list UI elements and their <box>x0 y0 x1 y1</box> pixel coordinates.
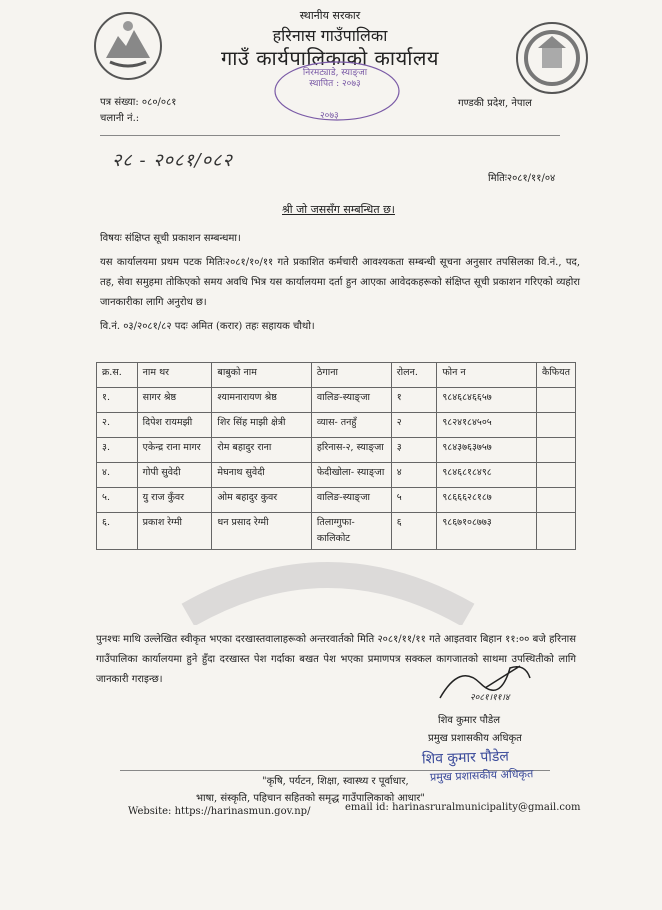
table-row <box>97 413 576 438</box>
cell-name: एकेन्द्र राना मागर <box>137 438 212 463</box>
office-name: गाउँ कार्यपालिकाको कार्यालय <box>220 46 440 70</box>
seal-post: प्रमुख प्रशासकीय अधिकृत <box>429 767 534 784</box>
cell-address: वालिङ-स्याङ्जा <box>311 488 391 513</box>
cell-roll: ४ <box>391 463 437 488</box>
post-line: वि.नं. ०३/२०८१/८२ पदः अमित (करार) तहः सहायक चौथो। <box>100 321 315 332</box>
footer-website: Website: https://harinasmun.gov.np/ <box>128 806 311 817</box>
handwritten-number: २८ - २०८१/०८२ <box>112 150 233 171</box>
col-phone: फोन न <box>437 363 537 388</box>
cell-remarks <box>536 388 575 413</box>
municipality-name: हरिनास गाउँपालिका <box>272 26 388 45</box>
cell-father: रोम बहादुर राना <box>212 438 311 463</box>
province-label: गण्डकी प्रदेश, नेपाल <box>458 98 532 109</box>
cell-father: श्यामनारायण श्रेष्ठ <box>212 388 311 413</box>
cell-phone: ९८४३७६३७५७ <box>437 438 537 463</box>
cell-address: वालिङ-स्याङ्जा <box>311 388 391 413</box>
cell-remarks <box>536 413 575 438</box>
reference-block <box>100 95 177 127</box>
seal-name: शिव कुमार पौडेल <box>421 748 510 768</box>
cell-remarks <box>536 463 575 488</box>
cell-remarks <box>536 488 575 513</box>
cell-phone: ९८४६८४६६५७ <box>437 388 537 413</box>
cell-sn: ६. <box>97 513 138 550</box>
table-row <box>97 388 576 413</box>
cell-sn: २. <box>97 413 138 438</box>
cell-name: गोपी सुवेदी <box>137 463 212 488</box>
cell-phone: ९८६७१०८७७३ <box>437 513 537 550</box>
cell-roll: ५ <box>391 488 437 513</box>
cell-name: सागर श्रेष्ठ <box>137 388 212 413</box>
col-address: ठेगाना <box>311 363 391 388</box>
header-divider <box>100 135 560 136</box>
local-government-line: स्थानीय सरकार <box>299 9 361 22</box>
cell-father: शिर सिंह माझी क्षेत्री <box>212 413 311 438</box>
cell-sn: ५. <box>97 488 138 513</box>
cell-roll: ३ <box>391 438 437 463</box>
cell-remarks <box>536 513 575 550</box>
municipality-logo <box>514 20 590 96</box>
signatory-post: प्रमुख प्रशासकीय अधिकृत <box>428 733 522 744</box>
footer-slogan-line-2: भाषा, संस्कृति, पहिचान सहितको समृद्ध गाउँपालिकाको आधार" <box>196 793 425 804</box>
footer-email: email id: harinasruralmunicipality@gmail.com <box>345 802 581 813</box>
table-row <box>97 463 576 488</box>
cell-name: प्रकाश रेग्मी <box>137 513 212 550</box>
cell-address: तिलाग्गुफा-कालिकोट <box>311 513 391 550</box>
nepal-emblem-logo <box>92 10 164 82</box>
cell-name: यु राज कुँवर <box>137 488 212 513</box>
reference-no: पत्र संख्या: ०८०/०८१ <box>100 97 177 108</box>
col-father: बाबुको नाम <box>212 363 311 388</box>
cell-sn: ३. <box>97 438 138 463</box>
stamp-line-2: स्थापित : २०७३ <box>309 79 361 89</box>
cell-address: हरिनास-२, स्याङ्जा <box>311 438 391 463</box>
letter-date: मितिः२०८१/११/०४ <box>488 173 556 184</box>
cell-roll: १ <box>391 388 437 413</box>
stamp-year: २०७३ <box>320 111 339 121</box>
table-header-row <box>97 363 576 388</box>
cell-father: मेघनाथ सुवेदी <box>212 463 311 488</box>
col-name: नाम थर <box>137 363 212 388</box>
cell-phone: ९८४६८१८४९८ <box>437 463 537 488</box>
cell-father: ओम बहादुर कुवर <box>212 488 311 513</box>
signature-date: २०८१।११।४ <box>470 693 510 703</box>
col-remarks: कैफियत <box>536 363 575 388</box>
col-roll: रोलन. <box>391 363 437 388</box>
cell-roll: २ <box>391 413 437 438</box>
stamp-line-1: निरमट्याडे, स्याङ्जा <box>302 68 368 78</box>
salutation: श्री जो जससँग सम्बन्धित छ। <box>282 203 395 216</box>
subject-line: विषयः संक्षिप्त सूची प्रकाशन सम्बन्धमा। <box>100 233 241 244</box>
cell-roll: ६ <box>391 513 437 550</box>
footer-slogan-line-1: "कृषि, पर्यटन, शिक्षा, स्वास्थ्य र पूर्वाधार, <box>262 776 409 787</box>
municipality-watermark <box>178 545 478 625</box>
dispatch-no: चलानी नं.: <box>100 113 140 124</box>
table-row <box>97 488 576 513</box>
stamp-text <box>275 68 395 90</box>
table-row <box>97 438 576 463</box>
col-sn: क्र.स. <box>97 363 138 388</box>
intro-paragraph: यस कार्यालयमा प्रथम पटक मितिः२०८१/१०/११ गते प्रकाशित कर्मचारी आवश्यकता सम्बन्धी सूचना अनुसार तपसिलका वि.नं., पद, तह, सेवा समुहमा तोकिएको समय अवधि भित्र यस कार्यालयमा दर्ता हुन आएका आवेदकहरूको संक्षिप्त सूची प्रकाशन गरिएको व्यहोरा जानकारीका लागि अनुरोध छ। <box>100 257 580 308</box>
table-row <box>97 513 576 550</box>
cell-remarks <box>536 438 575 463</box>
cell-name: दिपेश रायमझी <box>137 413 212 438</box>
cell-sn: ४. <box>97 463 138 488</box>
cell-phone: ९८२४१८४५०५ <box>437 413 537 438</box>
applicant-table <box>96 362 576 550</box>
cell-address: व्यास- तनहुँ <box>311 413 391 438</box>
signatory-name: शिव कुमार पौडेल <box>438 715 501 726</box>
cell-address: फेदीखोला- स्याङ्जा <box>311 463 391 488</box>
cell-phone: ९८६६६२८१८७ <box>437 488 537 513</box>
postscript-paragraph: पुनश्चः माथि उल्लेखित स्वीकृत भएका दरखास्तवालाहरूको अन्तरवार्तको मिति २०८१/११/११ गते आइतवार बिहान ११:०० बजे हरिनास गाउँपालिका कार्यालयमा हुने हुँदा दरखास्त पेश गर्दाका बखत पेश भएका प्रमाणपत्र सक्कल कागजातको साथमा उपस्थितीको लागि जानकारी गराइन्छ। <box>96 634 576 685</box>
cell-sn: १. <box>97 388 138 413</box>
cell-father: धन प्रसाद रेग्मी <box>212 513 311 550</box>
